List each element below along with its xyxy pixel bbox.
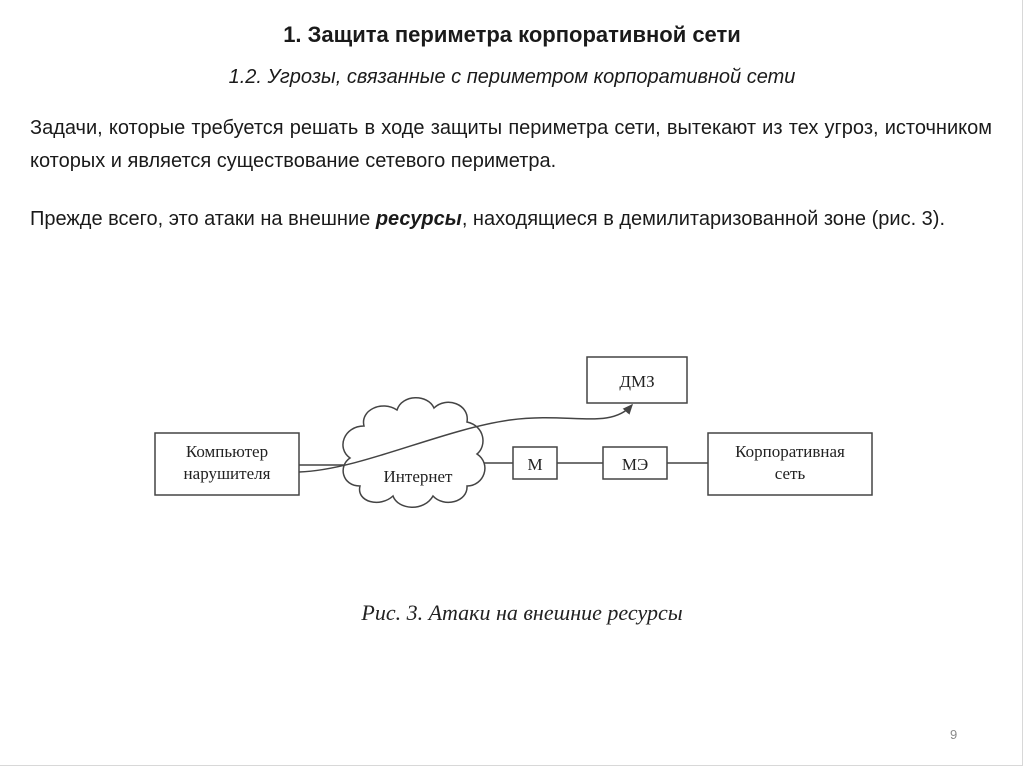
figure-caption: Рис. 3. Атаки на внешние ресурсы: [361, 600, 683, 625]
corporate-label-line2: сеть: [774, 464, 806, 483]
network-diagram-svg: [0, 330, 1024, 530]
page-number: 9: [950, 727, 958, 742]
firewall-label: МЭ: [621, 455, 649, 474]
corporate-label-line1: Корпоративная: [735, 442, 845, 461]
paragraph-attacks-after: , находящиеся в демилитаризованной зоне (рис. 3).: [461, 208, 946, 230]
slide-subtitle: 1.2. Угрозы, связанные с периметром корпоративной сети: [228, 66, 796, 88]
internet-label: Интернет: [383, 467, 453, 486]
attacker-label-line1: Компьютер: [185, 442, 269, 461]
paragraph-attacks-before: Прежде всего, это атаки на внешние: [30, 208, 376, 230]
paragraph-attacks-emphasis: ресурсы: [375, 208, 462, 230]
modem-label: М: [527, 455, 543, 474]
network-diagram: [0, 330, 1024, 530]
paragraph-tasks: Задачи, которые требуется решать в ходе защиты периметра сети, вытекают из тех угроз, источником которых и является существование сетевого периметра.: [30, 117, 992, 172]
dmz-label: ДМЗ: [619, 372, 655, 391]
attacker-label-line2: нарушителя: [183, 464, 271, 483]
slide-title: 1. Защита периметра корпоративной сети: [283, 22, 741, 47]
internet-cloud-icon: [343, 398, 485, 508]
paragraph-attacks: [30, 203, 992, 236]
